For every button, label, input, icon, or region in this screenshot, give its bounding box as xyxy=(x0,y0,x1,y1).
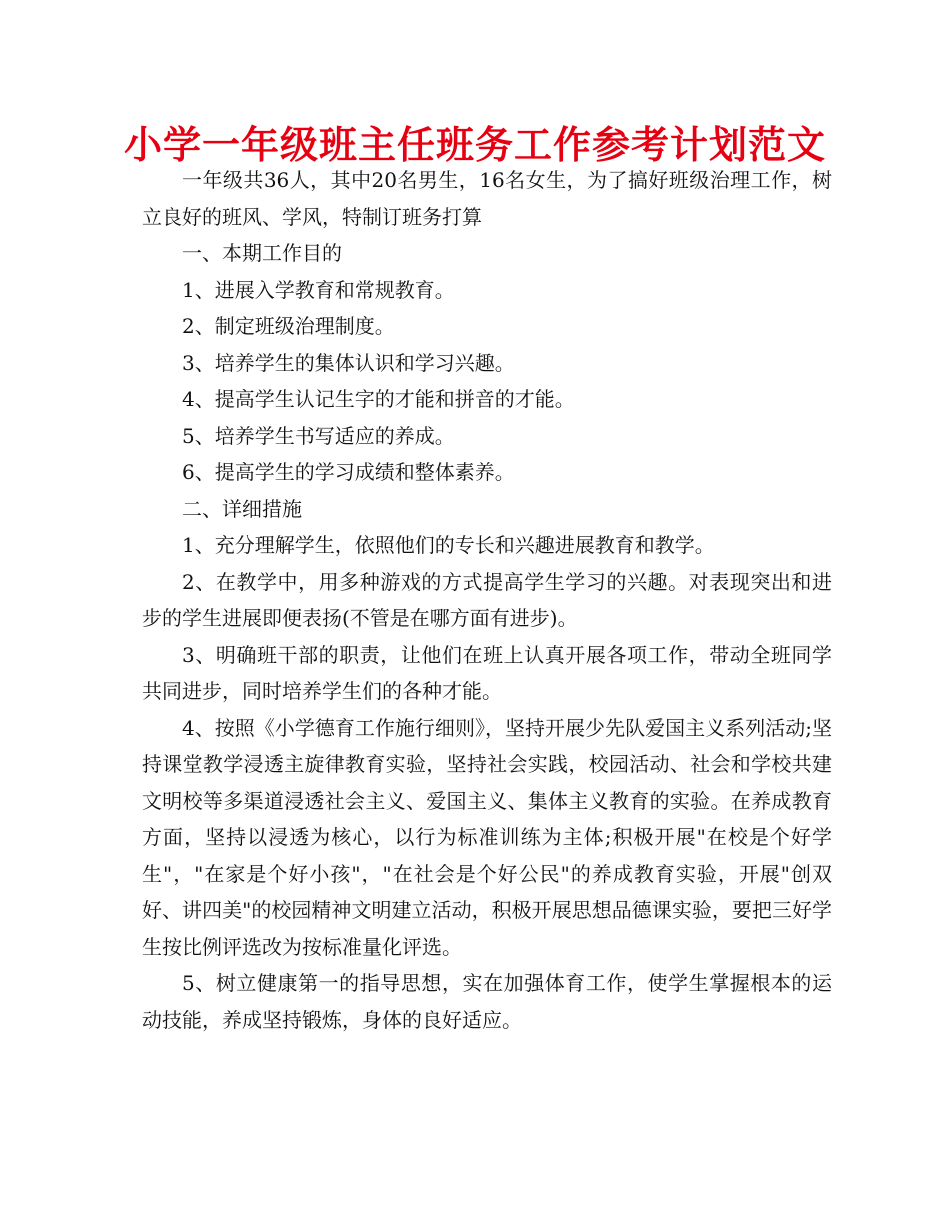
measure-item-5: 5、树立健康第一的指导思想，实在加强体育工作，使学生掌握根本的运动技能，养成坚持锻炼，身体的良好适应。 xyxy=(142,971,832,1032)
section-heading-measures: 二、详细措施 xyxy=(182,496,302,521)
measure-item-3: 3、明确班干部的职责，让他们在班上认真开展各项工作，带动全班同学共同进步，同时培养学生们的各种才能。 xyxy=(142,642,832,703)
document-title: 小学一年级班主任班务工作参考计划范文 xyxy=(123,123,826,167)
goal-item-5: 5、培养学生书写适应的养成。 xyxy=(182,423,455,448)
measure-item-1: 1、充分理解学生，依照他们的专长和兴趣进展教育和教学。 xyxy=(182,533,715,557)
document-body xyxy=(142,162,832,1038)
intro-paragraph: 一年级共36人，其中20名男生，16名女生，为了搞好班级治理工作，树立良好的班风、学风，特制订班务打算 xyxy=(142,168,832,229)
goal-item-6: 6、提高学生的学习成绩和整体素养。 xyxy=(182,460,515,484)
measure-item-2: 2、在教学中，用多种游戏的方式提高学生学习的兴趣。对表现突出和进步的学生进展即便表扬(不管是在哪方面有进步)。 xyxy=(142,569,832,630)
goal-item-2: 2、制定班级治理制度。 xyxy=(182,314,395,338)
goal-item-4: 4、提高学生认记生字的才能和拼音的才能。 xyxy=(182,387,575,411)
goal-item-1: 1、进展入学教育和常规教育。 xyxy=(182,277,455,302)
section-heading-goals: 一、本期工作目的 xyxy=(182,241,342,265)
measure-item-4: 4、按照《小学德育工作施行细则》，坚持开展少先队爱国主义系列活动;坚持课堂教学浸透主旋律教育实验，坚持社会实践，校园活动、社会和学校共建文明校等多渠道浸透社会主义、爱国主义、集体主义教育的实验。在养成教育方面，坚持以浸透为核心，以行为标准训练为主体;积极开展"在校是个好学生"，"在家是个好小孩"，"在社会是个好公民"的养成教育实验，开展"创双好、讲四美"的校园精神文明建立活动，积极开展思想品德课实验，要把三好学生按比例评选改为按标准量化评选。 xyxy=(142,715,832,959)
goal-item-3: 3、培养学生的集体认识和学习兴趣。 xyxy=(182,350,515,375)
